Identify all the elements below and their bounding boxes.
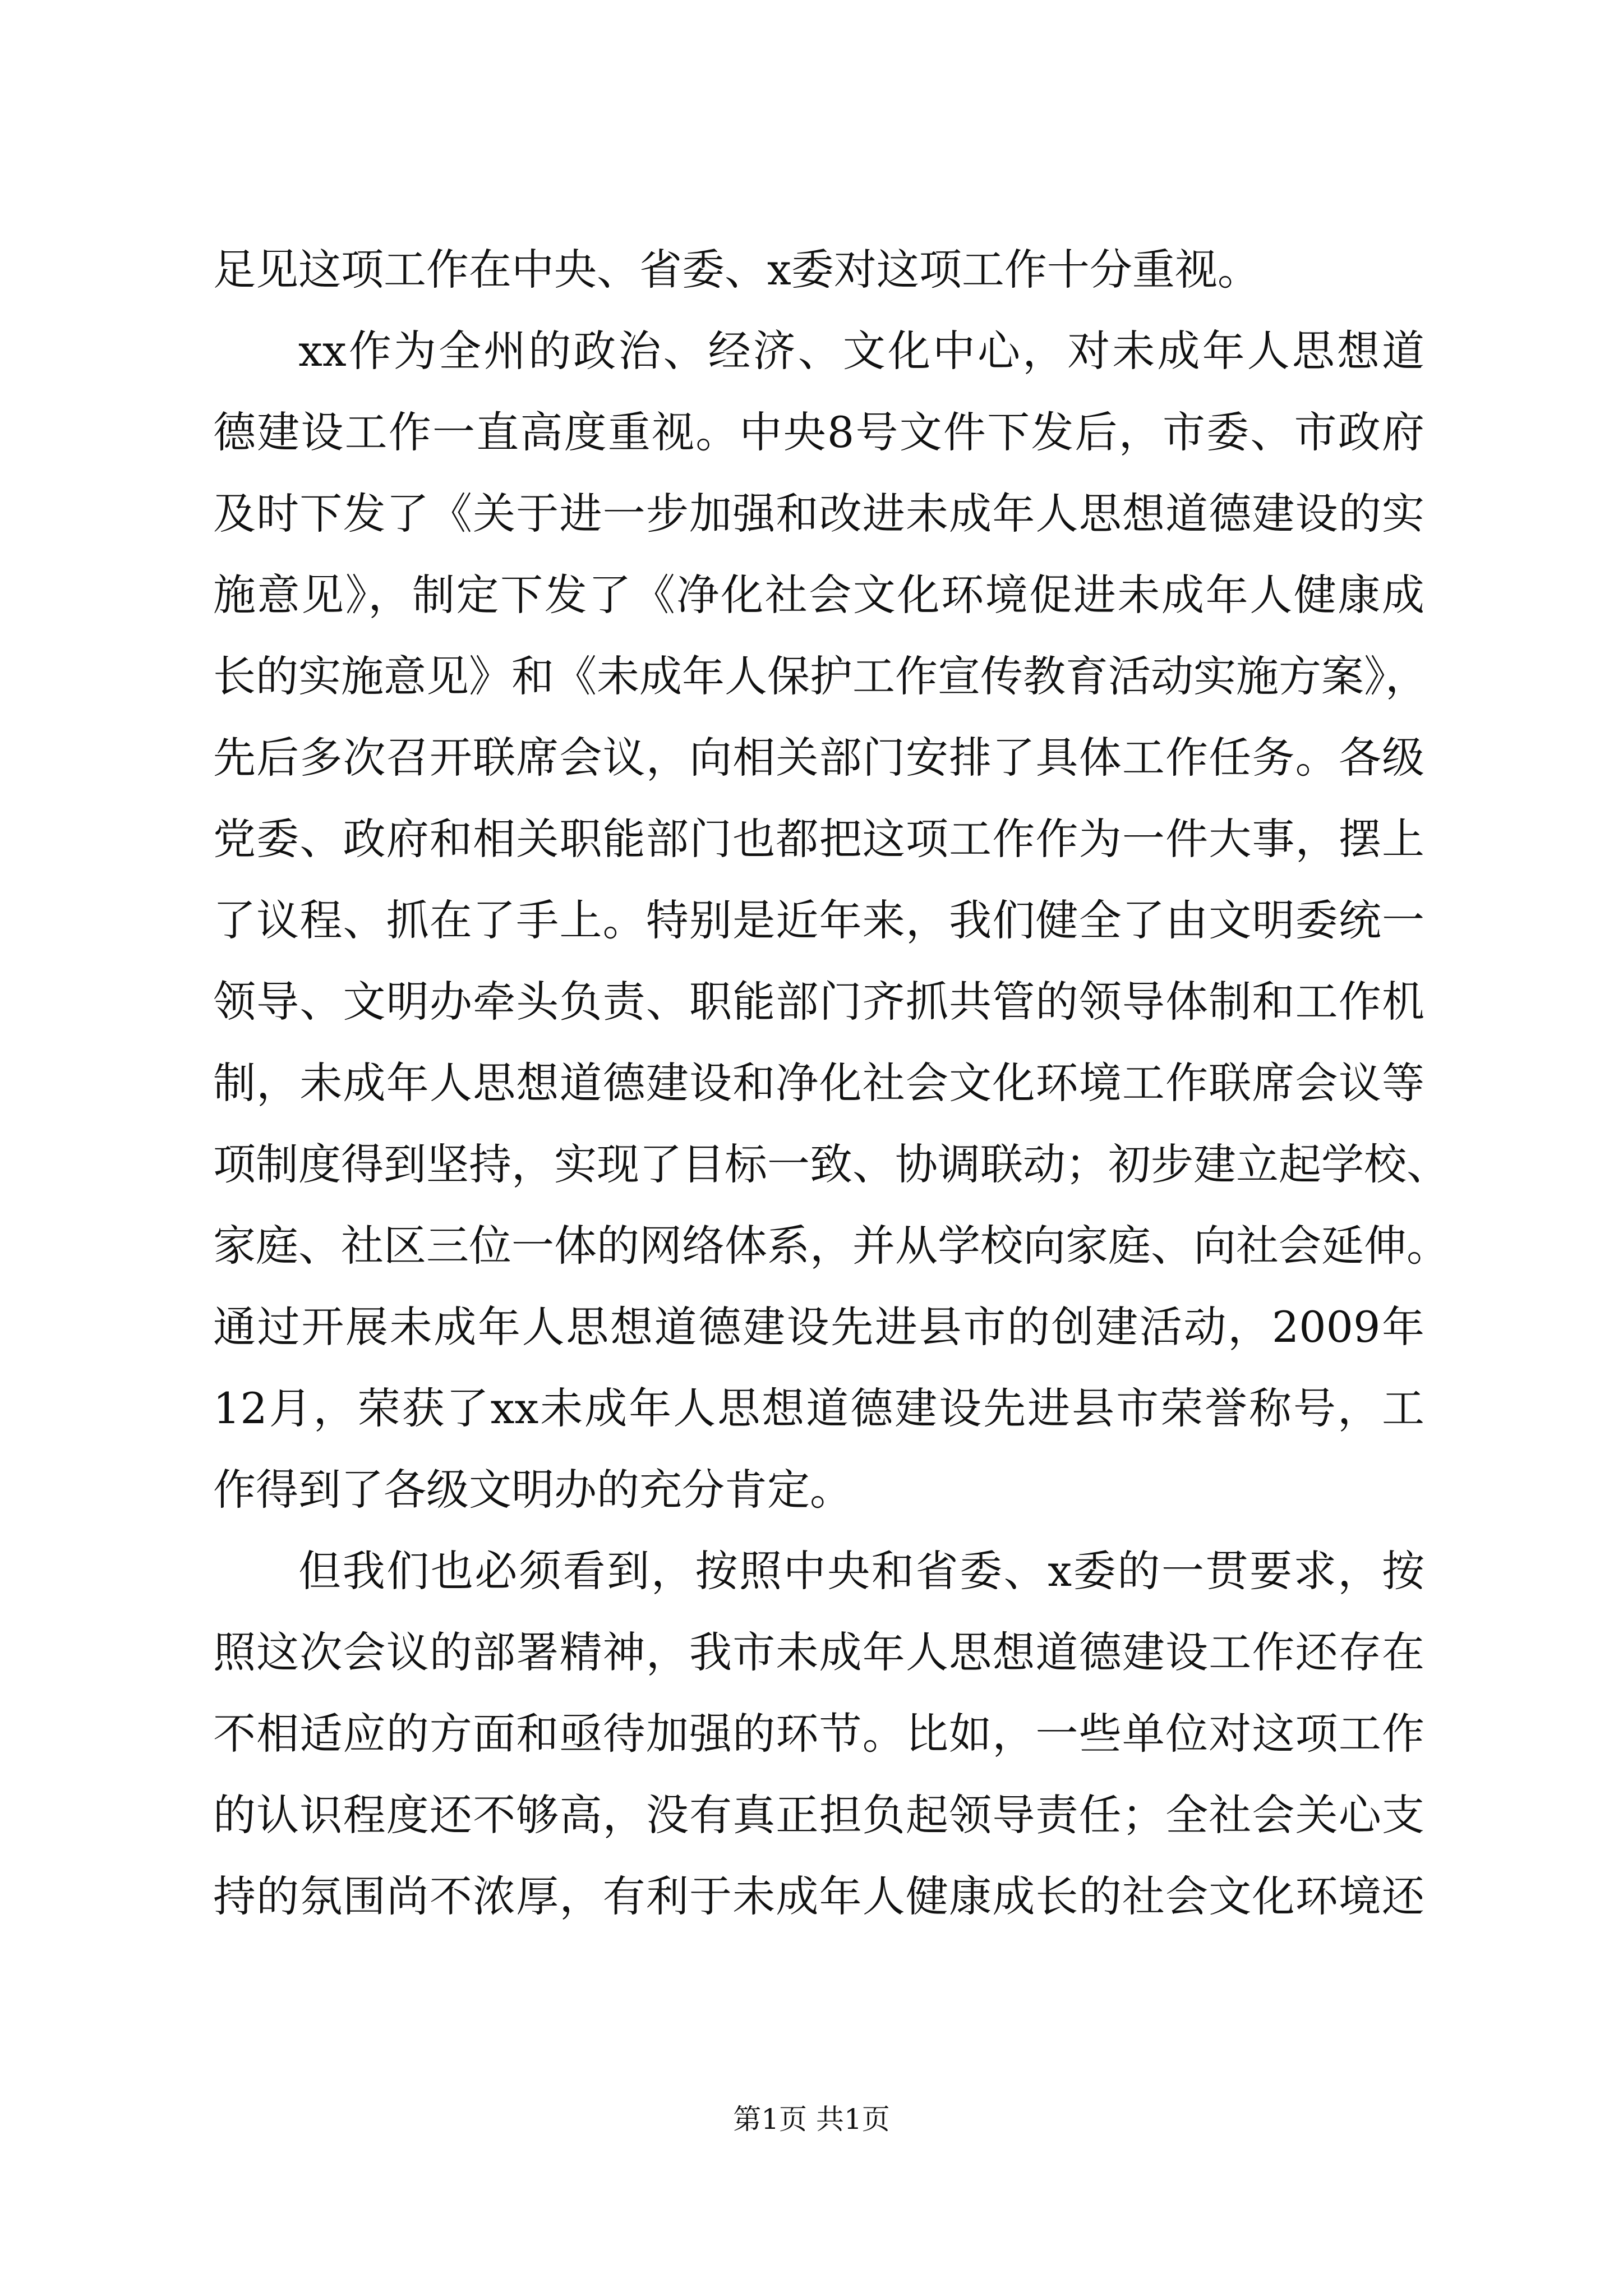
text-line: 施意见》，制定下发了《净化社会文化环境促进未成年人健康成 (213, 570, 1424, 620)
text-line: 12月，荣获了xx未成年人思想道德建设先进县市荣誉称号，工 (213, 1383, 1424, 1433)
text-line: 但我们也必须看到，按照中央和省委、x委的一贯要求，按 (298, 1546, 1424, 1596)
text-line: 作得到了各级文明办的充分肯定。 (213, 1465, 852, 1515)
text-line: xx作为全州的政治、经济、文化中心，对未成年人思想道 (298, 326, 1424, 376)
text-line: 足见这项工作在中央、省委、x委对这项工作十分重视。 (213, 245, 1260, 295)
text-line: 不相适应的方面和亟待加强的环节。比如，一些单位对这项工作 (213, 1709, 1424, 1759)
text-line: 持的氛围尚不浓厚，有利于未成年人健康成长的社会文化环境还 (213, 1871, 1424, 1921)
text-line: 领导、文明办牵头负责、职能部门齐抓共管的领导体制和工作机 (213, 977, 1424, 1027)
text-line: 先后多次召开联席会议，向相关部门安排了具体工作任务。各级 (213, 733, 1424, 783)
text-line: 党委、政府和相关职能部门也都把这项工作作为一件大事，摆上 (213, 814, 1424, 864)
text-line: 及时下发了《关于进一步加强和改进未成年人思想道德建设的实 (213, 489, 1424, 539)
document-body (213, 229, 1449, 1937)
text-line: 德建设工作一直高度重视。中央8号文件下发后，市委、市政府 (213, 407, 1424, 457)
text-line: 通过开展未成年人思想道德建设先进县市的创建活动，2009年 (213, 1302, 1424, 1352)
text-line: 了议程、抓在了手上。特别是近年来，我们健全了由文明委统一 (213, 895, 1424, 945)
text-line: 项制度得到坚持，实现了目标一致、协调联动；初步建立起学校、 (213, 1139, 1449, 1189)
text-line: 制，未成年人思想道德建设和净化社会文化环境工作联席会议等 (213, 1058, 1424, 1108)
page-footer: 第1页 共1页 (733, 2103, 890, 2136)
text-line: 长的实施意见》和《未成年人保护工作宣传教育活动实施方案》， (213, 651, 1428, 701)
text-line: 的认识程度还不够高，没有真正担负起领导责任；全社会关心支 (213, 1790, 1424, 1840)
text-line: 照这次会议的部署精神，我市未成年人思想道德建设工作还存在 (213, 1627, 1424, 1677)
text-line: 家庭、社区三位一体的网络体系，并从学校向家庭、向社会延伸。 (213, 1221, 1449, 1271)
